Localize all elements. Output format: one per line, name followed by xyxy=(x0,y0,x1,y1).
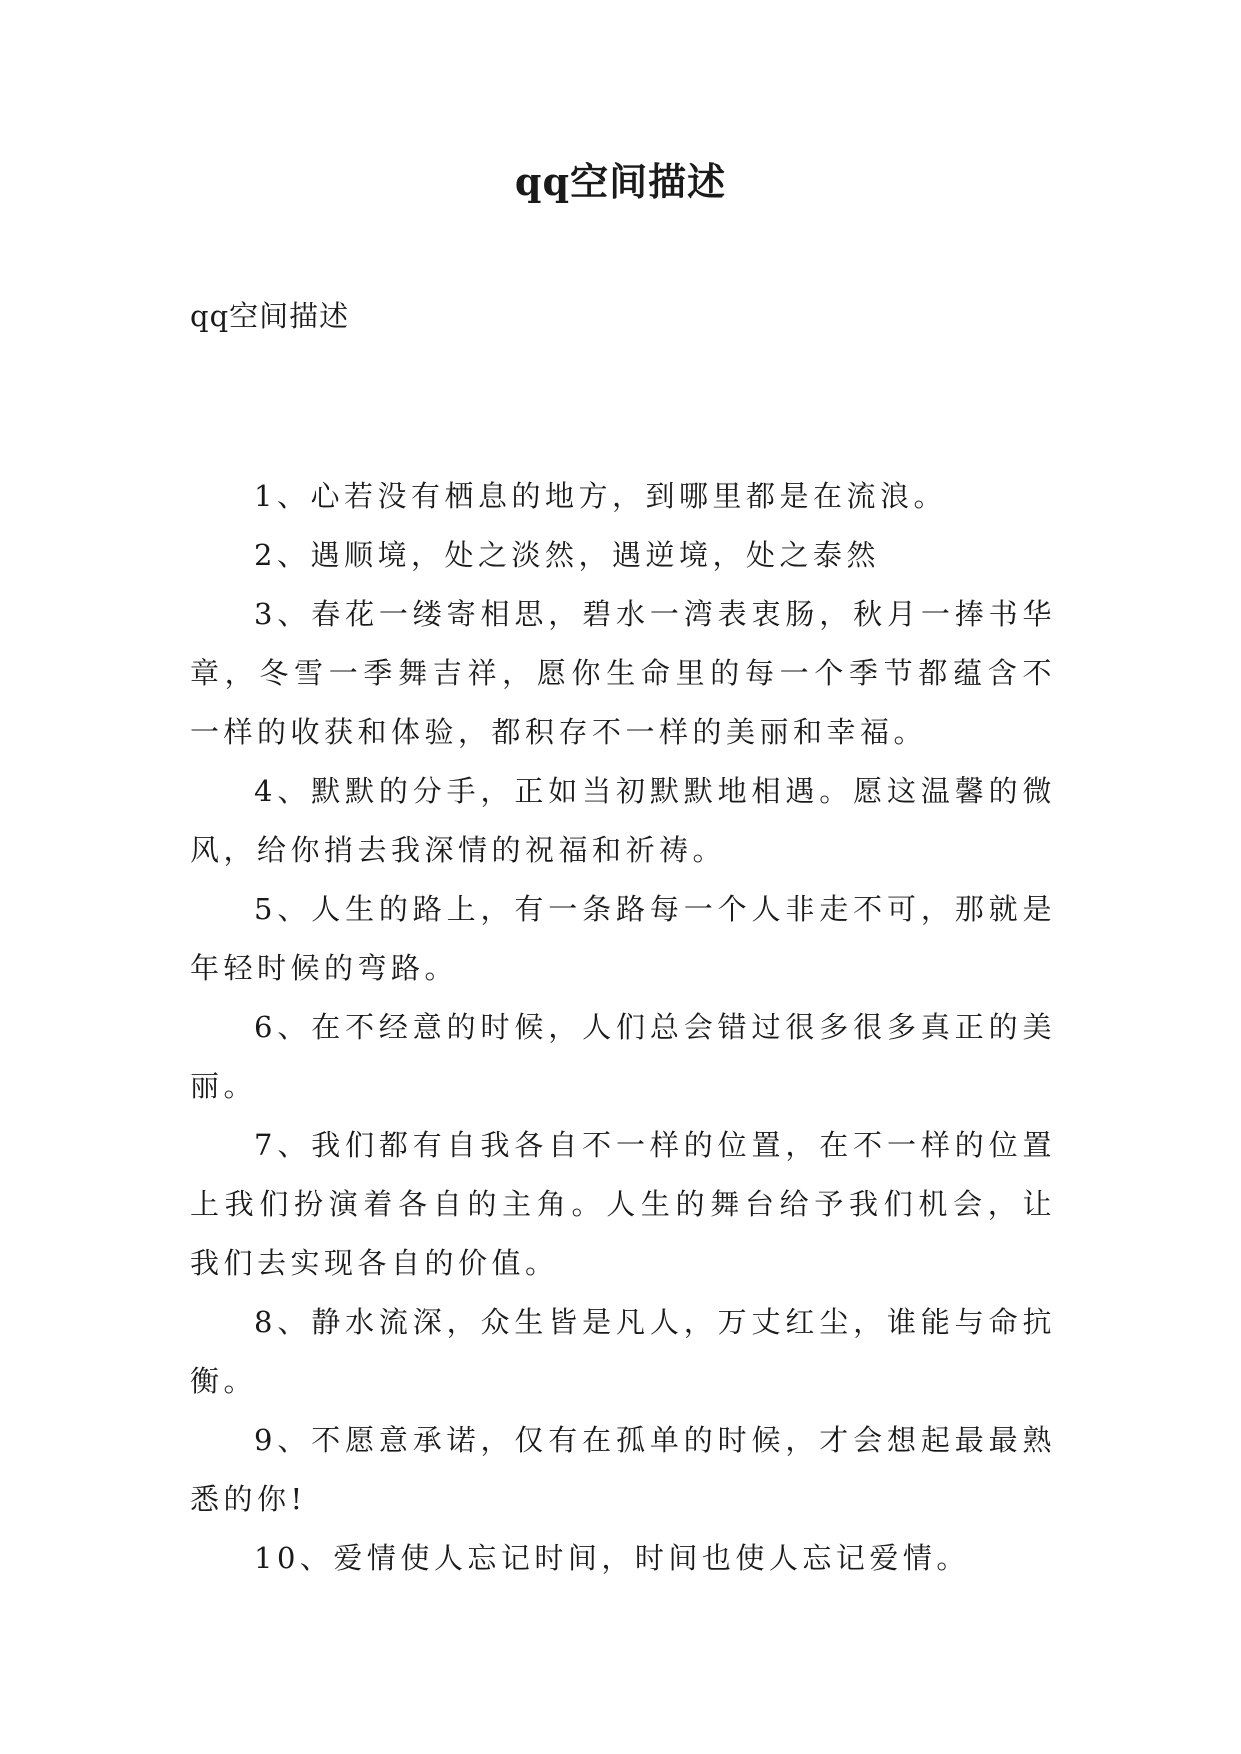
paragraph-3: 3、春花一缕寄相思，碧水一湾表衷肠，秋月一捧书华章，冬雪一季舞吉祥，愿你生命里的每一个季节都蕴含不一样的收获和体验，都积存不一样的美丽和幸福。 xyxy=(190,597,1056,749)
paragraph-9: 9、不愿意承诺，仅有在孤单的时候，才会想起最最熟悉的你! xyxy=(190,1423,1056,1516)
paragraph-5: 5、人生的路上，有一条路每一个人非走不可，那就是年轻时候的弯路。 xyxy=(190,892,1056,985)
paragraph-4: 4、默默的分手，正如当初默默地相遇。愿这温馨的微风，给你捎去我深情的祝福和祈祷。 xyxy=(190,774,1056,867)
document-body xyxy=(190,467,1056,1588)
document-title: qq空间描述 xyxy=(514,159,727,204)
paragraph-8: 8、静水流深，众生皆是凡人，万丈红尘，谁能与命抗衡。 xyxy=(190,1305,1056,1398)
paragraph-10: 10、爱情使人忘记时间，时间也使人忘记爱情。 xyxy=(254,1541,970,1575)
paragraph-7: 7、我们都有自我各自不一样的位置，在不一样的位置上我们扮演着各自的主角。人生的舞台给予我们机会，让我们去实现各自的价值。 xyxy=(190,1128,1056,1280)
document-subtitle: qq空间描述 xyxy=(190,299,350,333)
paragraph-6: 6、在不经意的时候，人们总会错过很多很多真正的美丽。 xyxy=(190,1010,1056,1103)
paragraph-1: 1、心若没有栖息的地方，到哪里都是在流浪。 xyxy=(254,479,947,513)
paragraph-2: 2、遇顺境，处之淡然，遇逆境，处之泰然 xyxy=(254,538,880,572)
